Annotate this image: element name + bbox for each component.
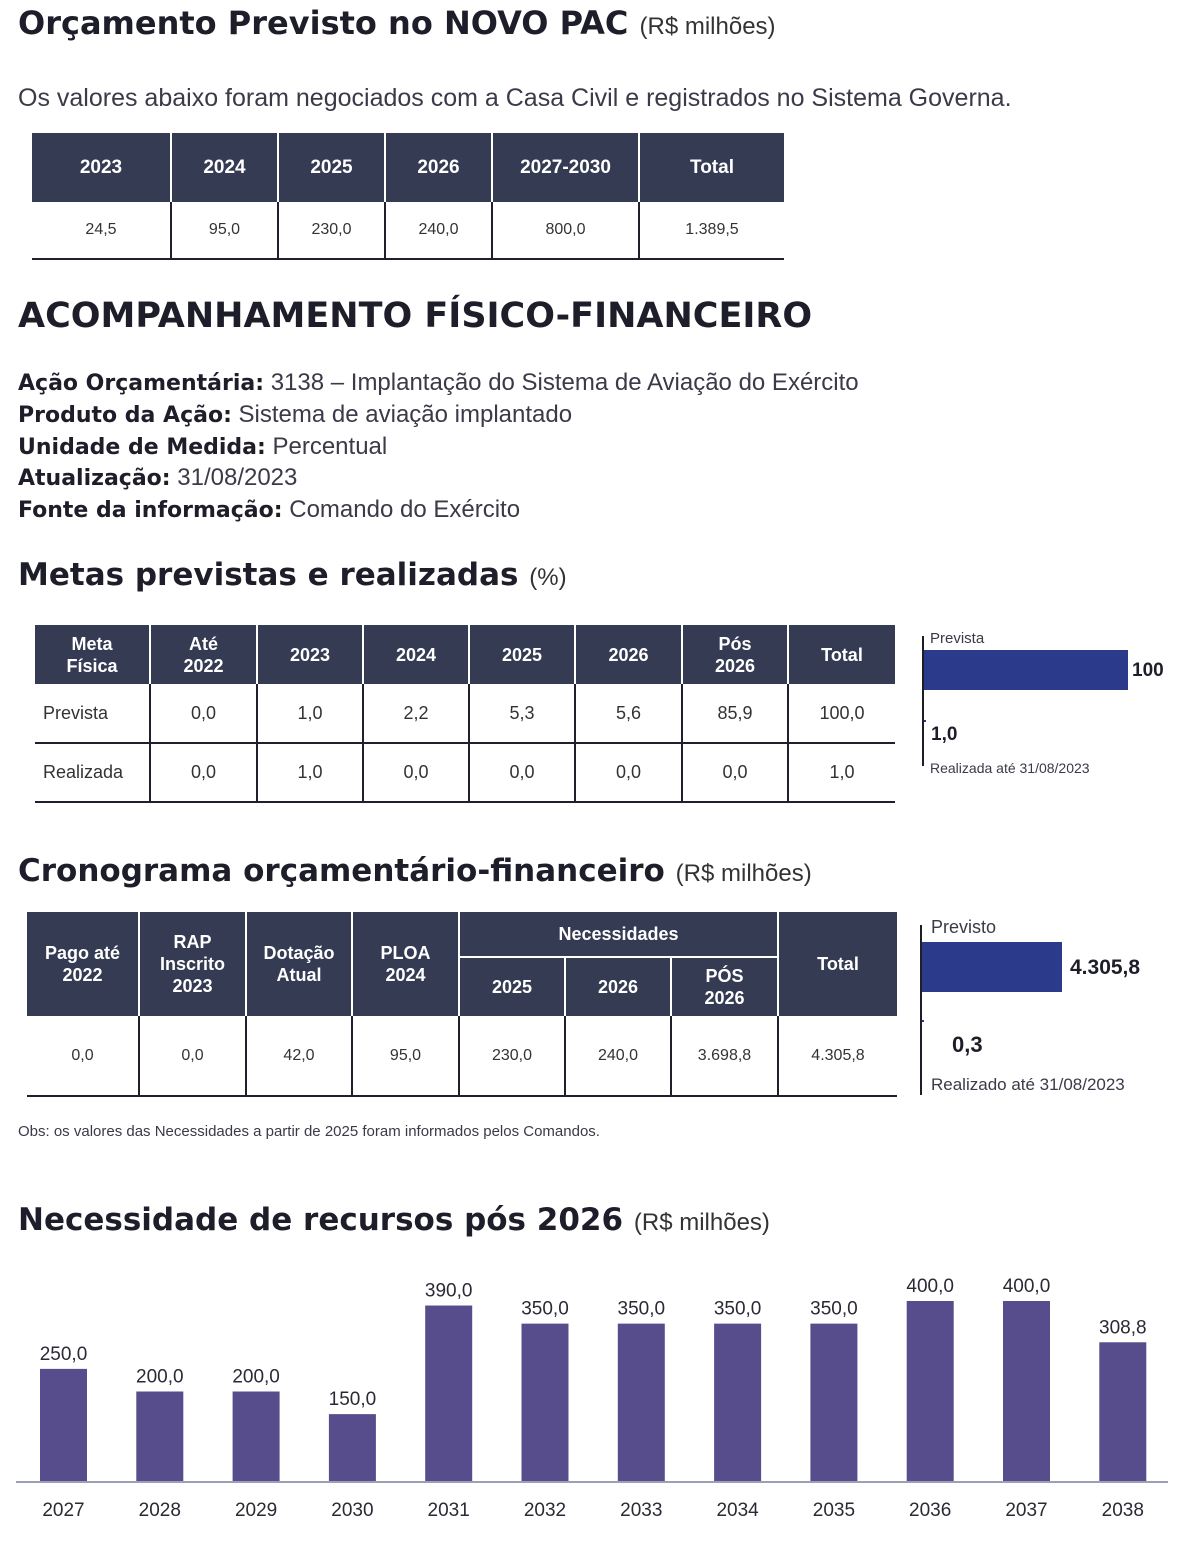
goals-table-header: [35, 625, 895, 684]
schedule-table: [27, 912, 897, 1097]
goals-row-prevista: [35, 684, 895, 743]
schedule-cell: 42,0: [246, 1016, 352, 1096]
bar: [136, 1392, 183, 1483]
schedule-realizado-value: 0,3: [952, 1032, 983, 1057]
post2026-bar-chart: [0, 1255, 1199, 1545]
header-line: Até: [188, 633, 218, 654]
goals-cell: 1,0: [257, 684, 363, 743]
atualizacao-line: [18, 463, 859, 495]
schedule-cell: 4.305,8: [778, 1016, 897, 1096]
atualizacao-value: 31/08/2023: [170, 464, 298, 492]
col-ploa: [352, 912, 459, 1016]
header-line: Física: [66, 655, 118, 676]
header-line: 2023: [172, 976, 213, 996]
x-tick-label: 2032: [523, 1500, 567, 1521]
budget-intro: Os valores abaixo foram negociados com a Casa Civil e registrados no Sistema Governa.: [18, 84, 1012, 112]
bar: [233, 1392, 280, 1483]
bar-value-label: 150,0: [328, 1389, 377, 1411]
goals-cell: 85,9: [682, 684, 788, 743]
schedule-header-row: [27, 912, 897, 957]
bar-value-label: 400,0: [906, 1276, 954, 1297]
fonte-line: [18, 495, 859, 527]
x-tick-label: 2027: [42, 1500, 85, 1521]
col-2025: 2025: [459, 957, 565, 1016]
bar-value-label: 350,0: [521, 1298, 569, 1320]
unidade-line: [18, 432, 859, 464]
header-line: Dotação: [263, 943, 335, 963]
header-line: 2022: [62, 965, 103, 985]
schedule-cell: 0,0: [139, 1016, 246, 1096]
schedule-cell: 95,0: [352, 1016, 459, 1096]
acao-value: 3138 – Implantação do Sistema de Aviação do Exército: [264, 369, 859, 396]
x-tick-label: 2035: [812, 1500, 856, 1521]
schedule-previsto-value: 4.305,8: [1070, 956, 1141, 979]
schedule-cell: 3.698,8: [671, 1016, 778, 1096]
budget-header-cell: 2024: [171, 133, 278, 202]
bar: [522, 1324, 569, 1482]
bar-value-label: 400,0: [1002, 1276, 1051, 1297]
post2026-title-text: Necessidade de recursos pós 2026: [18, 1202, 624, 1238]
col-necessidades: Necessidades: [459, 912, 778, 957]
header-line: Atual: [276, 965, 322, 985]
bar: [329, 1414, 376, 1482]
bar-value-label: 200,0: [232, 1366, 280, 1388]
header-line: 2026: [714, 655, 756, 676]
goals-cell: 0,0: [682, 743, 788, 802]
budget-value-cell: 800,0: [492, 202, 639, 259]
goals-prevista-label: Prevista: [930, 630, 985, 647]
budget-header-cell: Total: [639, 133, 784, 202]
header-line: RAP: [173, 932, 212, 952]
goals-cell: 0,0: [469, 743, 575, 802]
budget-title: [18, 4, 776, 42]
schedule-unit: (R$ milhões): [675, 860, 812, 887]
post2026-title: [18, 1202, 770, 1238]
bar: [1003, 1301, 1050, 1482]
goals-prevista-value: 100: [1132, 660, 1164, 681]
unidade-value: Percentual: [265, 432, 388, 460]
x-tick-label: 2038: [1101, 1500, 1144, 1521]
bar-value-label: 350,0: [810, 1298, 858, 1320]
bar-value-label: 200,0: [136, 1366, 184, 1388]
goals-cell: 0,0: [363, 743, 469, 802]
x-tick-label: 2029: [234, 1500, 278, 1521]
goals-header-cell: Total: [788, 625, 895, 684]
goals-header-cell: 2025: [469, 625, 575, 684]
schedule-cell: 0,0: [27, 1016, 139, 1096]
schedule-realizado-bar: [922, 1020, 924, 1022]
schedule-title: [18, 853, 812, 889]
x-tick-label: 2036: [909, 1500, 952, 1521]
bar: [907, 1301, 954, 1482]
col-total: Total: [778, 912, 897, 1016]
x-tick-label: 2037: [1005, 1500, 1048, 1521]
bar: [810, 1324, 857, 1482]
acao-line: [18, 368, 859, 400]
produto-value: Sistema de aviação implantado: [231, 400, 573, 428]
goals-cell: 2,2: [363, 684, 469, 743]
budget-value-cell: 1.389,5: [639, 202, 784, 259]
schedule-previsto-bar: [922, 942, 1062, 992]
goals-header-cell: [35, 625, 150, 684]
schedule-values-row: [27, 1016, 897, 1096]
bar-value-label: 250,0: [39, 1343, 88, 1365]
atualizacao-label: Atualização:: [18, 466, 171, 492]
produto-label: Produto da Ação:: [18, 402, 232, 428]
tracking-title: ACOMPANHAMENTO FÍSICO-FINANCEIRO: [18, 296, 813, 336]
header-line: Inscrito: [159, 954, 225, 974]
x-tick-label: 2034: [716, 1500, 759, 1521]
budget-header-cell: 2026: [385, 133, 492, 202]
goals-cell: 1,0: [257, 743, 363, 802]
schedule-cell: 240,0: [565, 1016, 671, 1096]
budget-table-header: [32, 133, 784, 202]
bar-value-label: 308,8: [1099, 1317, 1147, 1339]
goals-title: [18, 557, 567, 593]
schedule-title-text: Cronograma orçamentário-financeiro: [18, 853, 665, 889]
goals-cell: 0,0: [150, 684, 257, 743]
goals-row-realizada: [35, 743, 895, 802]
bar-value-label: 350,0: [617, 1298, 666, 1320]
budget-table: [32, 133, 784, 260]
bar: [1099, 1342, 1146, 1482]
budget-unit: (R$ milhões): [639, 13, 776, 40]
bar: [40, 1369, 87, 1482]
x-tick-label: 2031: [427, 1500, 470, 1521]
budget-value-cell: 24,5: [32, 202, 171, 259]
header-line: Pós: [718, 633, 752, 654]
goals-cell: 100,0: [788, 684, 895, 743]
post2026-unit: (R$ milhões): [633, 1209, 770, 1236]
budget-table-row: [32, 202, 784, 259]
col-rap: [139, 912, 246, 1016]
action-metadata: [18, 368, 859, 527]
budget-header-cell: 2023: [32, 133, 171, 202]
goals-header-cell: 2023: [257, 625, 363, 684]
header-line: 2026: [704, 988, 745, 1008]
goals-realizada-bar: [924, 720, 926, 722]
goals-cell: 1,0: [788, 743, 895, 802]
bar-value-label: 350,0: [713, 1298, 762, 1320]
goals-cell: 5,3: [469, 684, 575, 743]
goals-realizada-value: 1,0: [931, 724, 958, 745]
x-tick-label: 2033: [620, 1500, 663, 1521]
header-line: Pago até: [44, 943, 121, 963]
goals-header-cell: 2024: [363, 625, 469, 684]
schedule-note: Obs: os valores das Necessidades a partir de 2025 foram informados pelos Comandos.: [18, 1123, 600, 1140]
unidade-label: Unidade de Medida:: [18, 434, 266, 460]
col-dotacao: [246, 912, 352, 1016]
fonte-label: Fonte da informação:: [18, 498, 283, 524]
x-tick-label: 2028: [138, 1500, 181, 1521]
goals-prevista-bar: [924, 650, 1128, 690]
bar: [425, 1306, 472, 1482]
col-pos-2026: [671, 957, 778, 1016]
goals-cell: 0,0: [150, 743, 257, 802]
budget-value-cell: 95,0: [171, 202, 278, 259]
produto-line: [18, 400, 859, 432]
schedule-realizado-label: Realizado até 31/08/2023: [931, 1075, 1125, 1094]
schedule-cell: 230,0: [459, 1016, 565, 1096]
header-line: PÓS: [705, 966, 744, 986]
col-pago: [27, 912, 139, 1016]
header-line: 2022: [183, 655, 224, 676]
goals-table: [35, 625, 895, 803]
bar: [714, 1324, 761, 1482]
goals-title-text: Metas previstas e realizadas: [18, 557, 519, 593]
goals-cell: 0,0: [575, 743, 682, 802]
bar-value-label: 390,0: [424, 1280, 473, 1302]
header-line: Meta: [71, 633, 113, 654]
header-line: PLOA: [380, 943, 431, 963]
schedule-previsto-label: Previsto: [931, 917, 997, 937]
col-2026: 2026: [565, 957, 671, 1016]
fonte-value: Comando do Exército: [282, 496, 521, 524]
budget-title-text: Orçamento Previsto no NOVO PAC: [18, 4, 629, 42]
bar: [618, 1324, 665, 1482]
goals-header-cell: 2026: [575, 625, 682, 684]
goals-header-cell: [150, 625, 257, 684]
budget-header-cell: 2025: [278, 133, 385, 202]
goals-realizada-label: Realizada até 31/08/2023: [930, 760, 1090, 776]
budget-value-cell: 230,0: [278, 202, 385, 259]
goals-unit: (%): [529, 564, 567, 591]
budget-value-cell: 240,0: [385, 202, 492, 259]
goals-header-cell: [682, 625, 788, 684]
row-label: Realizada: [35, 743, 150, 802]
acao-label: Ação Orçamentária:: [18, 371, 265, 396]
budget-header-cell: 2027-2030: [492, 133, 639, 202]
header-line: 2024: [385, 965, 426, 985]
x-tick-label: 2030: [331, 1500, 374, 1521]
row-label: Prevista: [35, 684, 150, 743]
goals-cell: 5,6: [575, 684, 682, 743]
